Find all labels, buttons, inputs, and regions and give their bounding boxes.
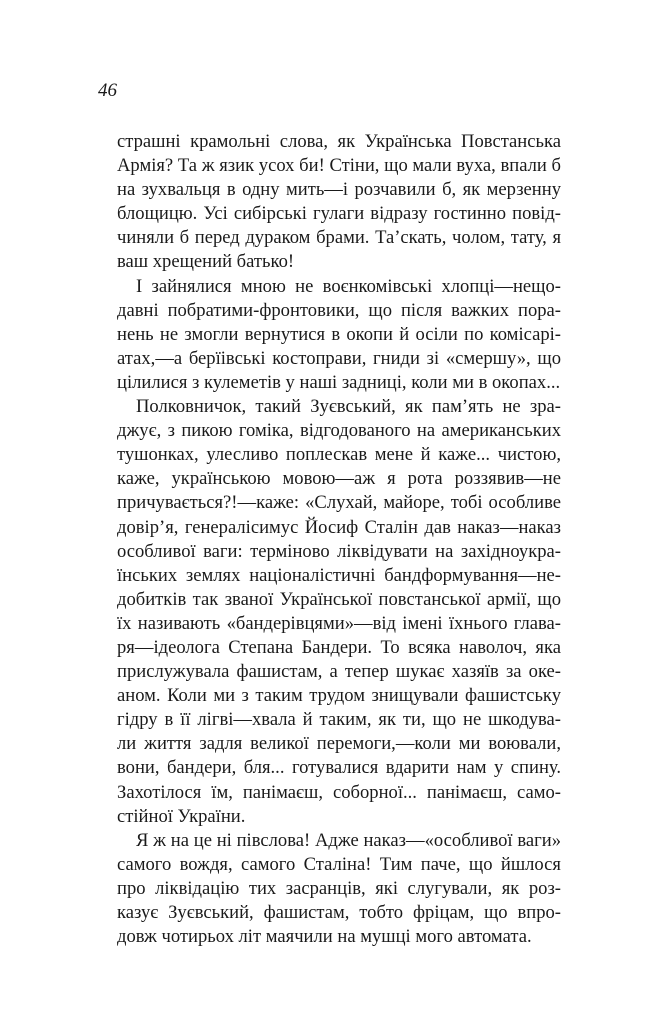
text-line: добитків так званої Української повстанської армії, що	[117, 588, 561, 610]
text-line: самого вождя, самого Сталіна! Тим паче, що йшлося	[117, 853, 561, 875]
text-line: про ліквідацію тих засранців, які слугували, як роз-	[117, 877, 561, 899]
text-line: довж чотирьох літ маячили на мушці мого автомата.	[117, 926, 532, 948]
text-line: гідру в її лігві—хвала й таким, як ти, що не шкодува-	[117, 709, 561, 731]
text-line: Армія? Та ж язик усох би! Стіни, що мали вуха, впали б	[117, 155, 561, 177]
text-line: казує Зуєвський, фашистам, тобто фріцам, що впро-	[117, 902, 561, 923]
text-line: джує, з пикою гоміка, відгодованого на американських	[117, 420, 561, 442]
text-line: ли життя задля великої перемоги,—коли ми воювали,	[117, 733, 561, 755]
text-line: їх називають «бандерівцями»—від імені їхнього глава-	[117, 612, 561, 634]
text-line: І зайнялися мною не воєнкомівські хлопці—нещо-	[136, 275, 561, 297]
text-line: страшні крамольні слова, як Українська Повстанська	[117, 131, 561, 152]
text-line: ваш хрещений батько!	[117, 251, 295, 273]
text-line: каже, українською мовою—аж я рота роззявив—не	[117, 468, 561, 490]
text-line: чиняли б перед дураком брами. Та’скать, чолом, тату, я	[117, 227, 561, 249]
text-line: довір’я, генералісимус Йосиф Сталін дав наказ—наказ	[117, 516, 561, 538]
text-line: вони, бандери, бля... готувалися вдарити нам у спину.	[117, 757, 561, 779]
text-line: на зухвальця в одну мить—і розчавили б, як мерзенну	[117, 179, 561, 201]
text-line: блощицю. Усі сибірські гулаги відразу гостинно повід-	[117, 203, 561, 225]
text-line: особливої ваги: терміново ліквідувати на західноукра-	[117, 540, 561, 562]
text-line: причувається?!—каже: «Слухай, майоре, тобі особливе	[117, 492, 561, 514]
text-line: нень не змогли вернутися в окопи й осіли по комісарі-	[117, 323, 561, 345]
text-line: ря—ідеолога Степана Бандери. То всяка наволоч, яка	[117, 636, 561, 658]
text-line: Полковничок, такий Зуєвський, як пам’ять не зра-	[136, 396, 561, 418]
text-line: їнських землях націоналістичні бандформування—не-	[117, 564, 561, 586]
text-line: тушонках, улесливо поплескав мене й каже... чистою,	[117, 444, 561, 466]
text-line: цілилися з кулеметів у наші задниці, коли ми в окопах...	[117, 371, 561, 393]
text-line: Захотілося їм, панімаєш, соборної... панімаєш, само-	[117, 781, 561, 803]
text-line: прислужувала фашистам, а тепер шукає хазяїв за оке-	[117, 661, 561, 683]
page-number: 46	[98, 80, 117, 101]
text-line: Я ж на це ні півслова! Адже наказ—«особливої ваги»	[136, 829, 561, 851]
body-text	[117, 130, 561, 949]
text-line: аном. Коли ми з таким трудом знищували фашистську	[117, 685, 561, 707]
text-line: давні побратими-фронтовики, що після важких пора-	[117, 299, 561, 321]
text-line: атах,—а берїівські костоправи, гниди зі «смершу», що	[117, 347, 561, 369]
text-line: стійної України.	[117, 805, 246, 827]
